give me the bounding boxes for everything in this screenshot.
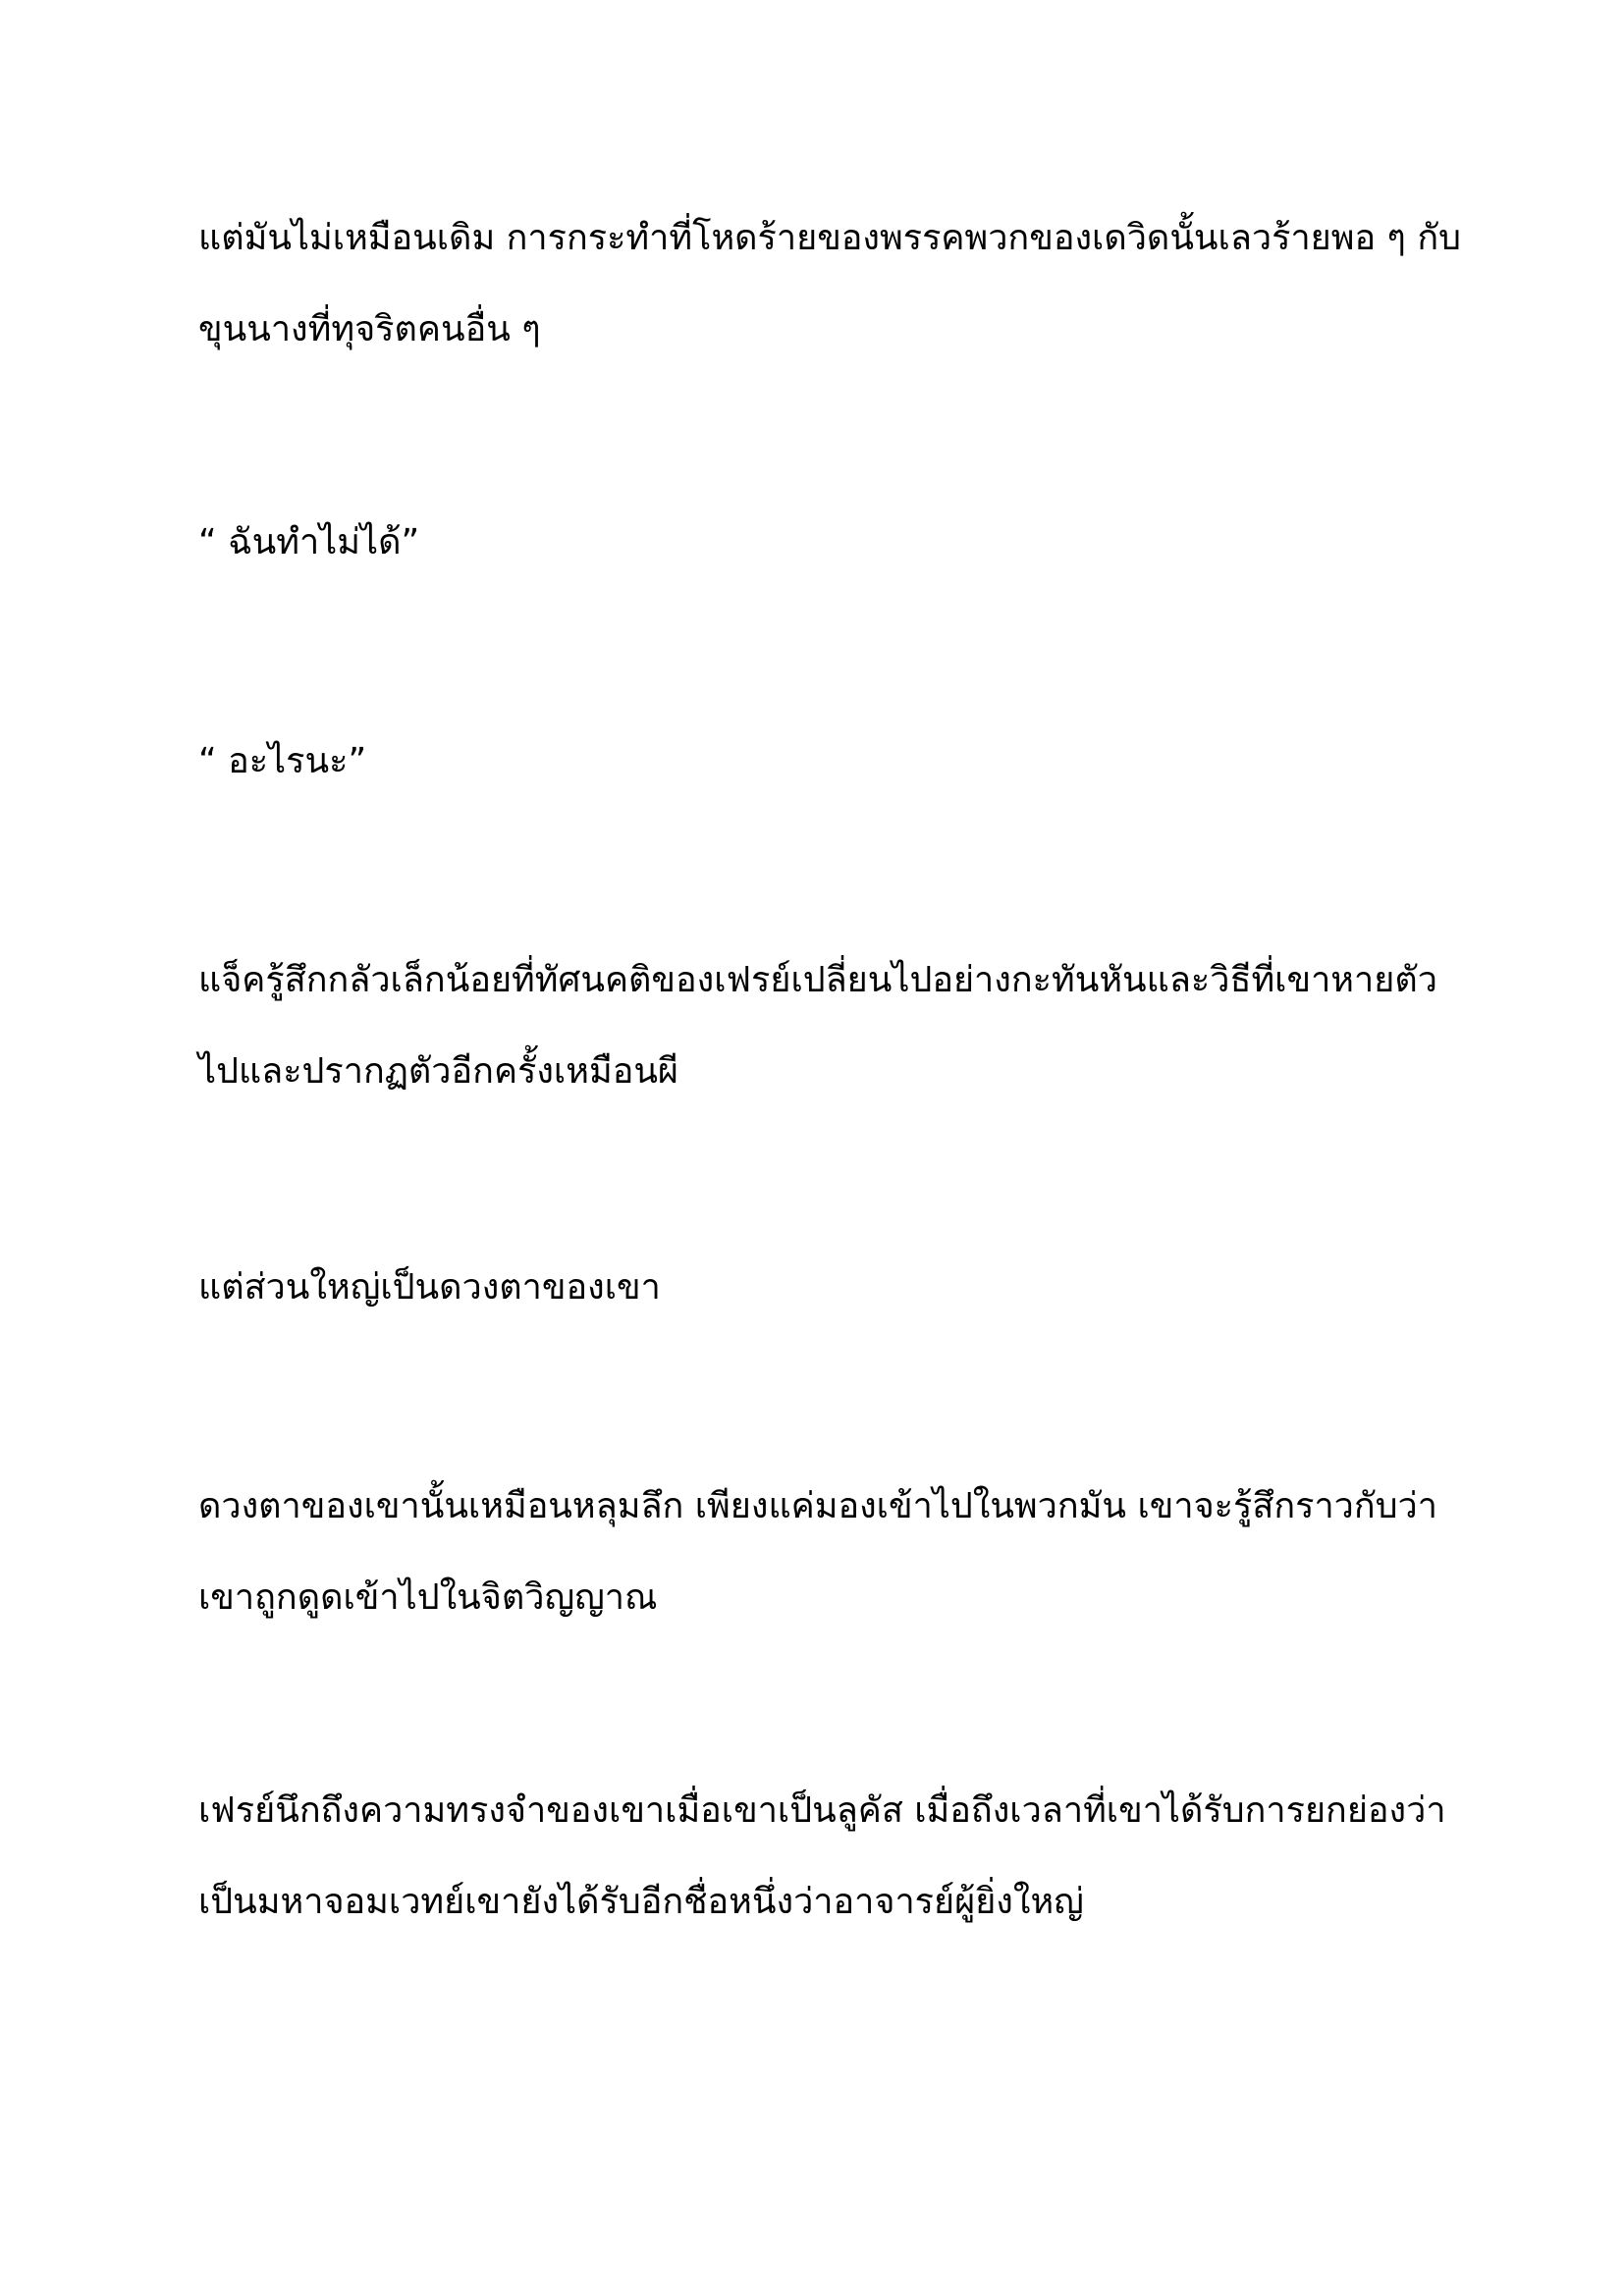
paragraph-5	[198, 1242, 1475, 1333]
paragraph-2-line-1: “ ฉันทำไม่ได้”	[198, 522, 420, 562]
paragraph-6-line-2: เขาถูกดูดเข้าไปในจิตวิญญาณ	[198, 1577, 658, 1618]
paragraph-2	[198, 497, 1475, 588]
paragraph-7-line-1: เฟรย์นึกถึงความทรงจำของเขาเมื่อเขาเป็นลูคัส เมื่อถึงเวลาที่เขาได้รับการยกย่องว่า	[198, 1790, 1446, 1831]
paragraph-7	[198, 1765, 1475, 1948]
paragraph-7-line-2: เป็นมหาจอมเวทย์เขายังได้รับอีกชื่อหนึ่งว่าอาจารย์ผู้ยิ่งใหญ่	[198, 1882, 1084, 1922]
paragraph-6	[198, 1461, 1475, 1643]
paragraph-4-line-1: แจ็ครู้สึกกลัวเล็กน้อยที่ทัศนคติของเฟรย์เปลี่ยนไปอย่างกะทันหันและวิธีที่เขาหายตัว	[198, 960, 1437, 1000]
paragraph-6-line-1: ดวงตาของเขานั้นเหมือนหลุมลึก เพียงแค่มองเข้าไปในพวกมัน เขาจะรู้สึกราวกับว่า	[198, 1486, 1437, 1526]
paragraph-5-line-1: แต่ส่วนใหญ่เป็นดวงตาของเขา	[198, 1267, 661, 1308]
paragraph-1	[198, 192, 1475, 375]
paragraph-3	[198, 716, 1475, 807]
paragraph-1-line-2: ขุนนางที่ทุจริตคนอื่น ๆ	[198, 309, 541, 349]
paragraph-3-line-1: “ อะไรนะ”	[198, 741, 367, 781]
paragraph-4	[198, 934, 1475, 1117]
paragraph-1-line-1: แต่มันไม่เหมือนเดิม การกระทำที่โหดร้ายของพรรคพวกของเดวิดนั้นเลวร้ายพอ ๆ กับ	[198, 218, 1461, 258]
paragraph-4-line-2: ไปและปรากฏตัวอีกครั้งเหมือนผี	[198, 1051, 679, 1092]
